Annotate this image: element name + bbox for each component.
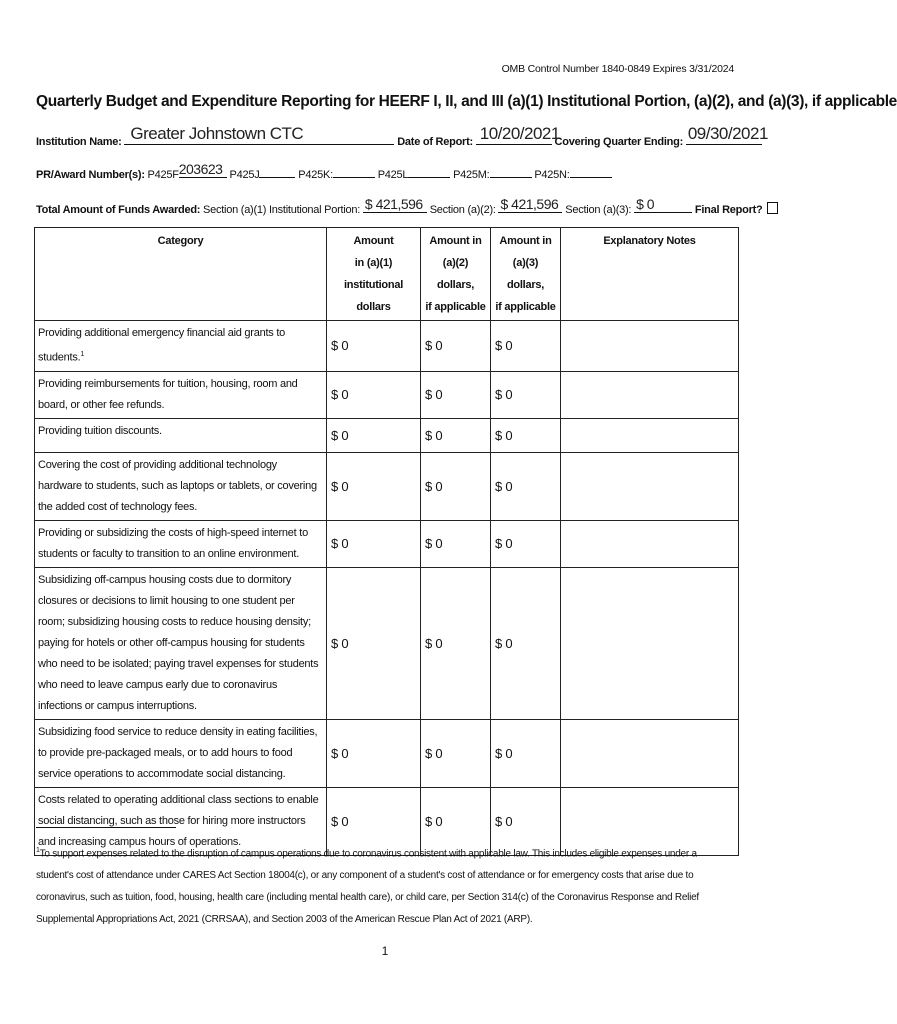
- p425f-value: 203623: [178, 161, 223, 177]
- header-category: Category: [35, 228, 327, 321]
- row-amount-a3[interactable]: $ 0: [491, 452, 561, 520]
- p425f-field[interactable]: [178, 161, 227, 178]
- row-notes[interactable]: [561, 567, 739, 719]
- row-amount-a1[interactable]: $ 0: [327, 452, 421, 520]
- section-a1-value: $ 421,596: [364, 196, 423, 212]
- p425k-field[interactable]: [333, 165, 375, 178]
- row-amount-a2[interactable]: $ 0: [421, 371, 491, 418]
- row-amount-a2[interactable]: $ 0: [421, 567, 491, 719]
- row-amount-a1[interactable]: $ 0: [327, 520, 421, 567]
- header-amount-a2: Amount in (a)(2) dollars, if applicable: [421, 228, 491, 321]
- row-amount-a2[interactable]: $ 0: [421, 719, 491, 787]
- page-title: Quarterly Budget and Expenditure Reporting for HEERF I, II, and III (a)(1) Institutional Portion, (a)(2), and (a)(3), if applicable: [36, 93, 897, 110]
- p425m-field[interactable]: [490, 165, 532, 178]
- row-notes[interactable]: [561, 452, 739, 520]
- row-notes[interactable]: [561, 371, 739, 418]
- total-funds-label: Total Amount of Funds Awarded:: [36, 204, 201, 216]
- section-a3-field[interactable]: [634, 196, 692, 213]
- row-amount-a3[interactable]: $ 0: [491, 321, 561, 372]
- row-amount-a1[interactable]: $ 0: [327, 321, 421, 372]
- institution-label: Institution Name:: [36, 136, 122, 148]
- row-amount-a1[interactable]: $ 0: [327, 371, 421, 418]
- row-amount-a3[interactable]: $ 0: [491, 418, 561, 452]
- section-a1-field[interactable]: [363, 196, 427, 213]
- total-funds-line: [36, 196, 778, 216]
- row-category: Providing tuition discounts.: [35, 418, 327, 452]
- institution-line: [36, 124, 768, 148]
- p425k-label: P425K:: [298, 169, 333, 181]
- row-category: Providing or subsidizing the costs of high-speed internet to students or faculty to transition to an online environment.: [35, 520, 327, 567]
- date-of-report-value: 10/20/2021: [479, 124, 560, 143]
- final-report-label: Final Report?: [694, 204, 763, 216]
- footnote-divider: [36, 827, 176, 828]
- row-amount-a3[interactable]: $ 0: [491, 787, 561, 855]
- row-category: Subsidizing off-campus housing costs due to dormitory closures or decisions to limit housing to one student per room; subsidizing housing costs to reduce housing density; paying for hotels or other off-campus housing for students who need to be isolated; paying travel expenses for students who need to leave campus early due to coronavirus infections or campus interruptions.: [35, 567, 327, 719]
- page-number: 1: [381, 944, 389, 958]
- row-amount-a1[interactable]: $ 0: [327, 719, 421, 787]
- row-amount-a2[interactable]: $ 0: [421, 321, 491, 372]
- p425n-field[interactable]: [570, 165, 612, 178]
- table-row: [35, 418, 739, 452]
- row-notes[interactable]: [561, 418, 739, 452]
- row-category: Costs related to operating additional class sections to enable social distancing, such as those for hiring more instructors and increasing campus hours of operations.: [35, 787, 327, 855]
- row-amount-a2[interactable]: $ 0: [421, 418, 491, 452]
- pr-award-label: PR/Award Number(s):: [36, 169, 145, 181]
- row-category: Providing reimbursements for tuition, housing, room and board, or other fee refunds.: [35, 371, 327, 418]
- row-category: Subsidizing food service to reduce density in eating facilities, to provide pre-packaged meals, or to add hours to food service operations to accommodate social distancing.: [35, 719, 327, 787]
- covering-quarter-value: 09/30/2021: [687, 124, 768, 143]
- row-amount-a3[interactable]: $ 0: [491, 520, 561, 567]
- p425n-label: P425N:: [534, 169, 570, 181]
- header-explanatory-notes: Explanatory Notes: [561, 228, 739, 321]
- section-a3-label: Section (a)(3):: [565, 204, 632, 216]
- p425m-label: P425M:: [453, 169, 490, 181]
- row-amount-a2[interactable]: $ 0: [421, 452, 491, 520]
- table-row: [35, 520, 739, 567]
- p425l-field[interactable]: [408, 165, 450, 178]
- row-amount-a2[interactable]: $ 0: [421, 520, 491, 567]
- p425j-field[interactable]: [259, 165, 295, 178]
- row-amount-a3[interactable]: $ 0: [491, 371, 561, 418]
- date-of-report-field[interactable]: [476, 124, 560, 145]
- institution-value: Greater Johnstown CTC: [130, 124, 304, 143]
- section-a2-value: $ 421,596: [500, 196, 559, 212]
- row-amount-a3[interactable]: $ 0: [491, 719, 561, 787]
- footnote-mark: 1: [36, 847, 40, 854]
- row-category: Providing additional emergency financial aid grants to students.$^1$: [35, 321, 327, 372]
- section-a3-value: $ 0: [636, 196, 655, 212]
- table-row: [35, 719, 739, 787]
- p425j-label: P425J: [229, 169, 260, 181]
- footnote-text: To support expenses related to the disruption of campus operations due to coronavirus consistent with applicable law. This includes eligible expenses under a student's cost of attendance under CARES Act Section 18004(c), or any component of a student's cost of attendance or for emergency costs that arise due to coronavirus, such as tuition, food, housing, health care (including mental health care), or child care, per Section 314(c) of the Coronavirus Response and Relief Supplemental Appropriations Act, 2021 (CRRSAA), and Section 2003 of the American Rescue Plan Act of 2021 (ARP).: [36, 848, 699, 926]
- date-of-report-label: Date of Report:: [397, 136, 473, 148]
- section-a2-label: Section (a)(2):: [429, 204, 496, 216]
- row-notes[interactable]: [561, 321, 739, 372]
- table-row: [35, 321, 739, 372]
- row-notes[interactable]: [561, 520, 739, 567]
- award-number-line: [36, 161, 612, 181]
- table-row: [35, 452, 739, 520]
- row-amount-a1[interactable]: $ 0: [327, 567, 421, 719]
- p425f-label: P425F: [147, 169, 179, 181]
- row-amount-a1[interactable]: $ 0: [327, 787, 421, 855]
- table-row: [35, 371, 739, 418]
- institution-field[interactable]: [124, 124, 394, 145]
- section-a2-field[interactable]: [498, 196, 562, 213]
- omb-control-number: OMB Control Number 1840-0849 Expires 3/31/2024: [501, 63, 734, 75]
- covering-quarter-label: Covering Quarter Ending:: [554, 136, 684, 148]
- expenditure-table: [34, 227, 739, 856]
- footnote: [36, 840, 736, 931]
- header-amount-a3: Amount in (a)(3) dollars, if applicable: [491, 228, 561, 321]
- row-notes[interactable]: [561, 719, 739, 787]
- table-row: [35, 567, 739, 719]
- final-report-checkbox[interactable]: [767, 202, 778, 214]
- row-amount-a3[interactable]: $ 0: [491, 567, 561, 719]
- table-header-row: [35, 228, 739, 321]
- row-amount-a1[interactable]: $ 0: [327, 418, 421, 452]
- covering-quarter-field[interactable]: [686, 124, 768, 145]
- row-category: Covering the cost of providing additional technology hardware to students, such as laptops or tablets, or covering the added cost of technology fees.: [35, 452, 327, 520]
- section-a1-label: Section (a)(1) Institutional Portion:: [203, 204, 361, 216]
- row-amount-a2[interactable]: $ 0: [421, 787, 491, 855]
- p425l-label: P425L: [377, 169, 409, 181]
- header-amount-a1: Amount in (a)(1) institutional dollars: [327, 228, 421, 321]
